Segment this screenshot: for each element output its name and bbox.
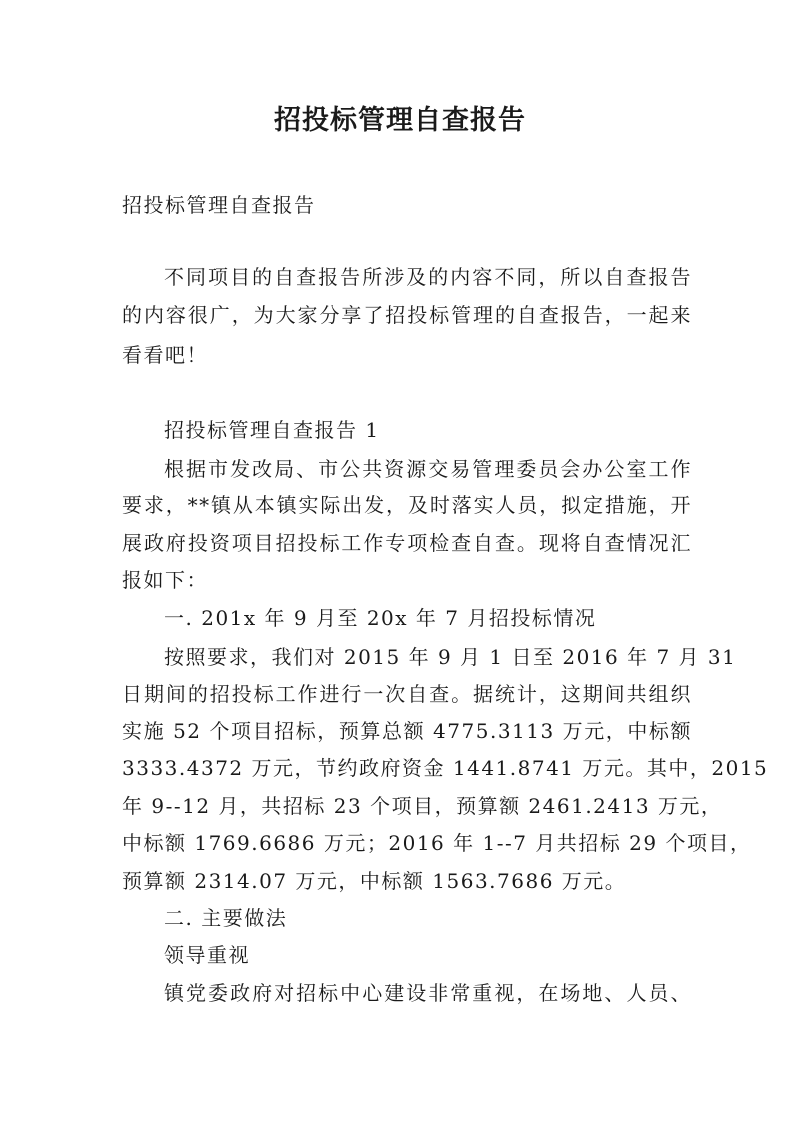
para1-line-1: 根据市发改局、市公共资源交易管理委员会办公室工作 [164, 457, 692, 481]
intro-line-2: 的内容很广，为大家分享了招投标管理的自查报告，一起来 [122, 303, 692, 327]
heading-section-one: 一. 201x 年 9 月至 20x 年 7 月招投标情况 [164, 606, 597, 630]
para2-line-1: 按照要求，我们对 2015 年 9 月 1 日至 2016 年 7 月 31 [164, 645, 737, 669]
para1-line-4: 报如下： [122, 568, 208, 592]
para2-line-5: 年 9--12 月，共招标 23 个项目，预算额 2461.2413 万元， [122, 794, 723, 818]
intro-line-1: 不同项目的自查报告所涉及的内容不同，所以自查报告 [164, 265, 692, 289]
para2-line-3: 实施 52 个项目招标，预算总额 4775.3113 万元，中标额 [122, 719, 692, 743]
para2-line-6: 中标额 1769.6686 万元；2016 年 1--7 月共招标 29 个项目， [122, 831, 752, 855]
para1-line-3: 展政府投资项目招投标工作专项检查自查。现将自查情况汇 [122, 531, 692, 555]
document-title: 招投标管理自查报告 [274, 105, 526, 136]
para2-line-7: 预算额 2314.07 万元，中标额 1563.7686 万元。 [122, 869, 627, 893]
para2-line-4: 3333.4372 万元，节约政府资金 1441.8741 万元。其中，2015 [122, 756, 769, 780]
intro-line-3: 看看吧！ [122, 343, 208, 367]
document-subtitle: 招投标管理自查报告 [122, 193, 316, 217]
para1-line-2: 要求，**镇从本镇实际出发，及时落实人员，拟定措施，开 [122, 493, 692, 517]
para3-line-1: 镇党委政府对招标中心建设非常重视，在场地、人员、 [164, 981, 692, 1005]
para2-line-2: 日期间的招投标工作进行一次自查。据统计，这期间共组织 [122, 682, 692, 706]
heading-section-two: 二. 主要做法 [164, 906, 288, 930]
heading-leader-attention: 领导重视 [164, 943, 250, 967]
section-heading-report-1: 招投标管理自查报告 1 [164, 418, 380, 442]
